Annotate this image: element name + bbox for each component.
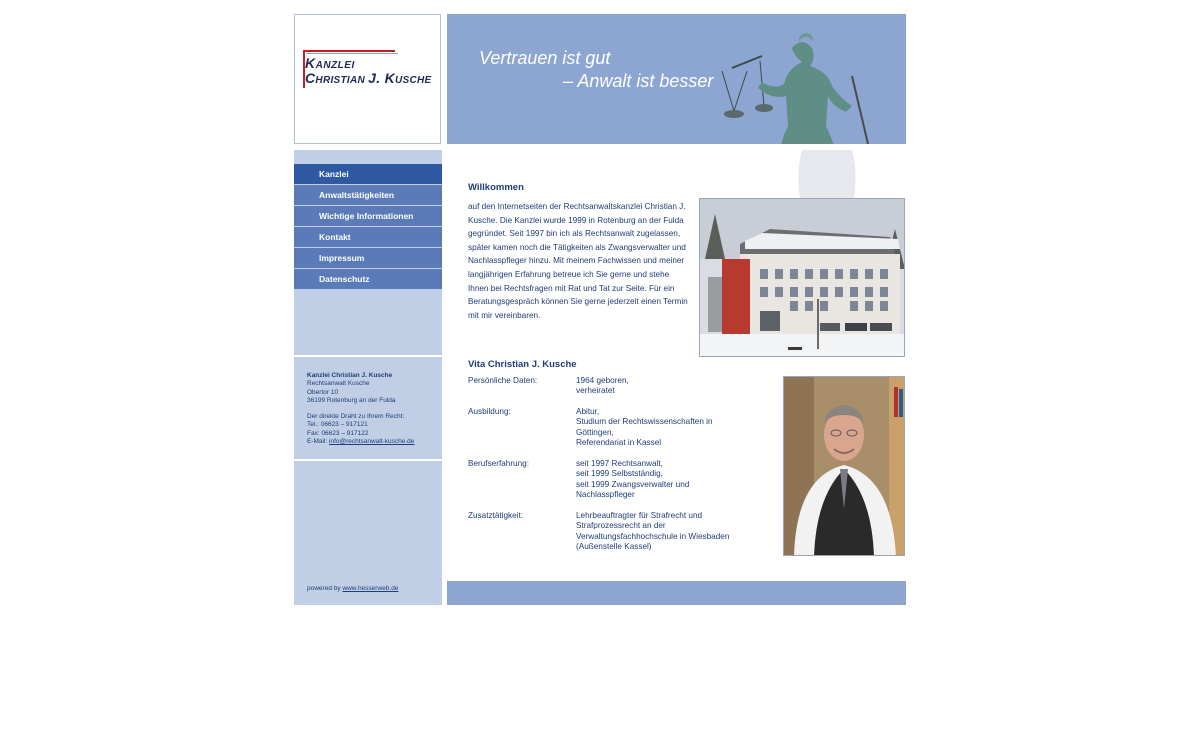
nav-item-kanzlei[interactable]: Kanzlei: [294, 164, 442, 184]
vita-line: Abitur,: [576, 407, 600, 416]
nav-item-kontakt[interactable]: Kontakt: [294, 227, 442, 247]
contact-email-link[interactable]: info@rechtsanwalt-kusche.de: [329, 438, 415, 446]
contact-name: Kanzlei Christian J. Kusche: [307, 372, 393, 379]
vita-label: Ausbildung:: [468, 407, 511, 416]
footer-bar: [447, 581, 906, 605]
nav-item-wichtige-informationen[interactable]: Wichtige Informationen: [294, 206, 442, 226]
contact-city: 36199 Rotenburg an der Fulda: [307, 396, 396, 404]
vita-label: Persönliche Daten:: [468, 376, 538, 385]
vita-line: seit 1999 Selbstständig,: [576, 469, 663, 479]
vita-line: seit 1997 Rechtsanwalt,: [576, 459, 663, 468]
contact-street: Obertor 10: [307, 388, 339, 396]
sidebar-divider-2: [294, 459, 442, 461]
nav-item-anwaltstaetigkeiten[interactable]: Anwaltstätigkeiten: [294, 185, 442, 205]
powered-by-link[interactable]: www.hesserweb.de: [342, 585, 399, 592]
vita-line: seit 1999 Zwangsverwalter und Nachlasspfleger: [576, 479, 690, 500]
banner-slogan-line-2: – Anwalt ist besser: [563, 71, 714, 91]
powered-by: [307, 585, 398, 592]
banner-slogan-line-1: Vertrauen ist gut: [479, 48, 611, 68]
vita-label: Zusatztätigkeit:: [468, 511, 524, 520]
portrait-icon: [784, 377, 905, 556]
contact-info: [307, 372, 414, 446]
contact-tel: Tel.: 06623 – 917121: [307, 421, 368, 429]
vita-line: 1964 geboren,: [576, 376, 629, 385]
portrait-photo: [783, 376, 905, 556]
main-navigation: [294, 164, 442, 290]
contact-tagline: Der direkte Draht zu Ihrem Recht:: [307, 413, 405, 421]
vita-value: [576, 511, 736, 553]
vita-value: [576, 376, 746, 397]
vita-title: Vita Christian J. Kusche: [468, 359, 577, 370]
vita-line: Studium der Rechtswissenschaften in Göttingen,: [576, 417, 713, 437]
sidebar: [294, 150, 442, 605]
nav-item-impressum[interactable]: Impressum: [294, 248, 442, 268]
contact-email-row: [307, 438, 414, 446]
vita-value: [576, 459, 701, 501]
header-banner: [447, 14, 906, 144]
welcome-title: Willkommen: [468, 182, 524, 193]
contact-fax: Fax: 06623 – 917122: [307, 429, 369, 437]
logo-gray-line: [306, 53, 398, 54]
office-building-photo: [699, 198, 905, 357]
nav-item-datenschutz[interactable]: Datenschutz: [294, 269, 442, 289]
sidebar-divider: [294, 355, 442, 357]
logo[interactable]: [294, 14, 441, 144]
powered-by-label: powered by: [307, 585, 343, 592]
logo-line-2: CHRISTIAN J. KUSCHE: [305, 70, 432, 86]
vita-label: Berufserfahrung:: [468, 459, 529, 468]
justitia-statue-icon: [712, 26, 892, 144]
contact-email-label: E-Mail:: [307, 438, 330, 446]
vita-line: Referendariat in Kassel: [576, 438, 662, 448]
contact-role: Rechtsanwalt Kusche: [307, 380, 370, 388]
welcome-text: auf den Internetseiten der Rechtsanwaltskanzlei Christian J. Kusche. Die Kanzlei wurde 1999 in Rotenburg an der Fulda gegründet. Seit 1997 bin ich als Rechtsanwalt zugelassen, später kamen noch die Tätigkeiten als Zwangsverwalter und Nachlasspfleger hinzu. Mit meinem Fachwissen und meiner langjährigen Erfahrung betreue ich Sie gerne und stehe Ihnen bei Rechtsfragen mit Rat und Tat zur Seite. Für ein Beratungsgespräch können Sie gerne jederzeit einen Termin mit mir vereinbaren.: [468, 202, 688, 320]
logo-line-1: KANZLEI: [305, 55, 355, 71]
main-content: [447, 150, 906, 580]
office-building-icon: [700, 199, 905, 357]
vita-line: verheiratet: [576, 386, 615, 396]
vita-value: [576, 407, 716, 449]
logo-red-line: [303, 50, 395, 52]
vita-line: Lehrbeauftragter für Strafrecht und Strafprozessrecht an der Verwaltungsfachhochschule in Wiesbaden (Außenstelle Kassel): [576, 511, 730, 552]
statue-watermark-icon: [782, 150, 872, 200]
